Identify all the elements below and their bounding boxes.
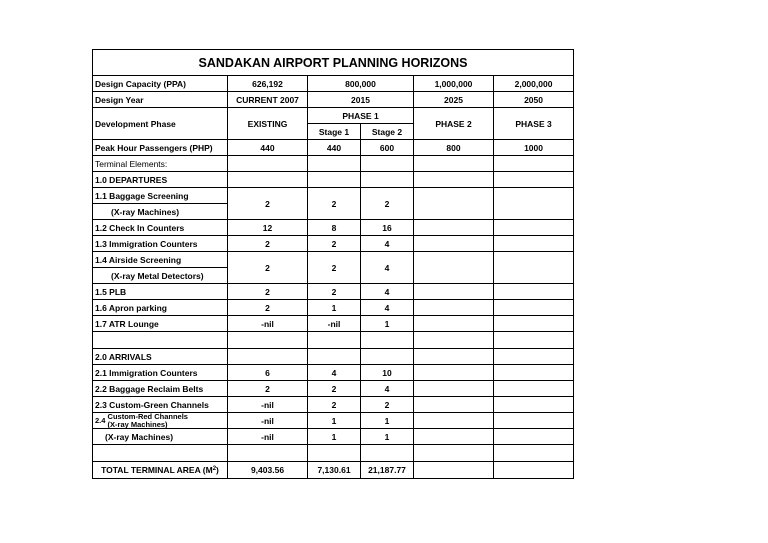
check-in-existing: 12 (228, 220, 308, 236)
table-row (93, 284, 574, 300)
capacity-row (93, 76, 574, 92)
departures-row (93, 172, 574, 188)
apron-label: 1.6 Apron parking (93, 300, 228, 316)
planning-table (92, 49, 574, 479)
total-area-stage1: 7,130.61 (308, 462, 361, 479)
departures-heading: 1.0 DEPARTURES (93, 172, 228, 188)
baggage-screening-existing: 2 (228, 188, 308, 220)
atr-label: 1.7 ATR Lounge (93, 316, 228, 332)
red-channels-line2: (X-ray Machines) (107, 419, 168, 429)
capacity-existing: 626,192 (228, 76, 308, 92)
php-stage2: 600 (361, 140, 414, 156)
immigration-arr-stage1: 4 (308, 365, 361, 381)
year-phase3: 2050 (494, 92, 574, 108)
spacer-row (93, 445, 574, 462)
planning-horizons-sheet (92, 49, 574, 479)
arrivals-row (93, 349, 574, 365)
year-phase2: 2025 (414, 92, 494, 108)
xray-stage2: 1 (361, 429, 414, 445)
airside-stage2: 4 (361, 252, 414, 284)
baggage-screening-sub: (X-ray Machines) (93, 204, 228, 220)
php-stage1: 440 (308, 140, 361, 156)
phase1-header: PHASE 1 (308, 108, 414, 124)
table-row (93, 252, 574, 268)
total-row (93, 462, 574, 479)
capacity-phase1: 800,000 (308, 76, 414, 92)
table-row (93, 300, 574, 316)
immigration-arr-stage2: 10 (361, 365, 414, 381)
table-row (93, 188, 574, 204)
atr-existing: -nil (228, 316, 308, 332)
xray-existing: -nil (228, 429, 308, 445)
green-channels-stage2: 2 (361, 397, 414, 413)
red-channels-number: 2.4 (95, 415, 106, 425)
apron-stage2: 4 (361, 300, 414, 316)
check-in-stage2: 16 (361, 220, 414, 236)
baggage-screening-label: 1.1 Baggage Screening (93, 188, 228, 204)
reclaim-stage1: 2 (308, 381, 361, 397)
baggage-screening-stage1: 2 (308, 188, 361, 220)
arrivals-heading: 2.0 ARRIVALS (93, 349, 228, 365)
table-row (93, 220, 574, 236)
reclaim-stage2: 4 (361, 381, 414, 397)
xray-label: (X-ray Machines) (93, 429, 228, 445)
phase3-header: PHASE 3 (494, 108, 574, 140)
immigration-dep-existing: 2 (228, 236, 308, 252)
airside-label: 1.4 Airside Screening (93, 252, 228, 268)
immigration-dep-label: 1.3 Immigration Counters (93, 236, 228, 252)
capacity-label: Design Capacity (PPA) (93, 76, 228, 92)
stage1-header: Stage 1 (308, 124, 361, 140)
capacity-phase3: 2,000,000 (494, 76, 574, 92)
table-row (93, 429, 574, 445)
total-area-existing: 9,403.56 (228, 462, 308, 479)
reclaim-existing: 2 (228, 381, 308, 397)
immigration-arr-label: 2.1 Immigration Counters (93, 365, 228, 381)
year-phase1: 2015 (308, 92, 414, 108)
phase-existing: EXISTING (228, 108, 308, 140)
total-area-sup: 2 (212, 466, 217, 472)
red-channels-stage1: 1 (308, 413, 361, 429)
year-existing: CURRENT 2007 (228, 92, 308, 108)
green-channels-label: 2.3 Custom-Green Channels (93, 397, 228, 413)
php-phase2: 800 (414, 140, 494, 156)
title-row (93, 50, 574, 76)
php-phase3: 1000 (494, 140, 574, 156)
reclaim-label: 2.2 Baggage Reclaim Belts (93, 381, 228, 397)
total-area-text: TOTAL TERMINAL AREA (M (101, 465, 213, 475)
immigration-dep-stage1: 2 (308, 236, 361, 252)
table-row (93, 365, 574, 381)
total-area-stage2: 21,187.77 (361, 462, 414, 479)
php-label: Peak Hour Passengers (PHP) (93, 140, 228, 156)
table-row (93, 413, 574, 429)
baggage-screening-stage2: 2 (361, 188, 414, 220)
php-row (93, 140, 574, 156)
red-channels-stage2: 1 (361, 413, 414, 429)
plb-existing: 2 (228, 284, 308, 300)
apron-stage1: 1 (308, 300, 361, 316)
red-channels-text (108, 413, 188, 428)
apron-existing: 2 (228, 300, 308, 316)
php-existing: 440 (228, 140, 308, 156)
total-area-label (93, 462, 228, 479)
atr-stage2: 1 (361, 316, 414, 332)
immigration-arr-existing: 6 (228, 365, 308, 381)
xray-stage1: 1 (308, 429, 361, 445)
phase2-header: PHASE 2 (414, 108, 494, 140)
table-row (93, 397, 574, 413)
green-channels-stage1: 2 (308, 397, 361, 413)
table-title: SANDAKAN AIRPORT PLANNING HORIZONS (93, 50, 574, 76)
plb-stage1: 2 (308, 284, 361, 300)
atr-stage1: -nil (308, 316, 361, 332)
terminal-elements-label: Terminal Elements: (93, 156, 228, 172)
red-channels-line1: Custom-Red Channels (107, 412, 188, 421)
table-row (93, 236, 574, 252)
check-in-stage1: 8 (308, 220, 361, 236)
plb-stage2: 4 (361, 284, 414, 300)
phase-row (93, 108, 574, 124)
spacer-row (93, 332, 574, 349)
red-channels-cell (93, 413, 228, 429)
red-channels-existing: -nil (228, 413, 308, 429)
airside-stage1: 2 (308, 252, 361, 284)
airside-existing: 2 (228, 252, 308, 284)
check-in-label: 1.2 Check In Counters (93, 220, 228, 236)
stage2-header: Stage 2 (361, 124, 414, 140)
table-row (93, 381, 574, 397)
phase-label: Development Phase (93, 108, 228, 140)
total-area-close: ) (216, 465, 219, 475)
table-row (93, 316, 574, 332)
immigration-dep-stage2: 4 (361, 236, 414, 252)
capacity-phase2: 1,000,000 (414, 76, 494, 92)
year-label: Design Year (93, 92, 228, 108)
year-row (93, 92, 574, 108)
airside-sub: (X-ray Metal Detectors) (93, 268, 228, 284)
plb-label: 1.5 PLB (93, 284, 228, 300)
green-channels-existing: -nil (228, 397, 308, 413)
terminal-elements-row (93, 156, 574, 172)
